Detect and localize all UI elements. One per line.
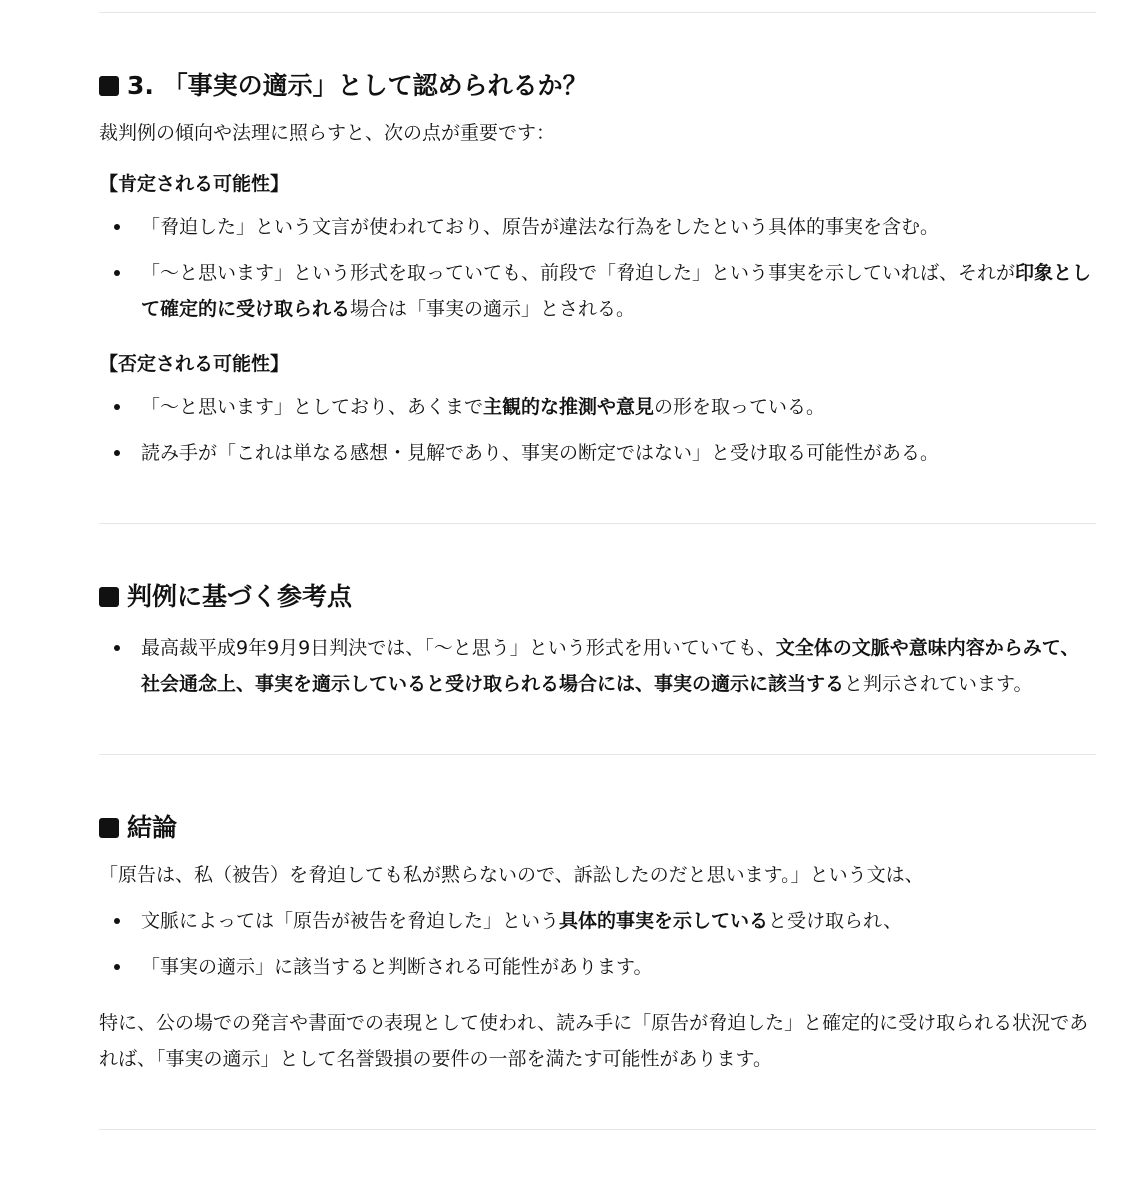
section-conclusion — [99, 811, 1096, 1077]
section-precedent — [99, 580, 1096, 702]
list-item-text: と受け取られ、 — [768, 910, 903, 932]
section-heading — [99, 69, 1096, 103]
negative-list — [99, 389, 1096, 471]
article — [99, 0, 1096, 1130]
square-bullet-icon — [99, 818, 119, 838]
list-item-text: 「事実の適示」に該当すると判断される可能性があります。 — [141, 956, 653, 978]
square-bullet-icon — [99, 587, 119, 607]
emphasis-text: 印象として確定的に受け取られる — [141, 262, 1092, 320]
list-item — [99, 389, 1096, 425]
list-item-text: 「〜と思います」という形式を取っていても、前段で「脅迫した」という事実を示していれば、それが — [141, 262, 1016, 284]
list-item — [99, 435, 1096, 471]
positive-list — [99, 209, 1096, 327]
list-item-text: 最高裁平成9年9月9日判決では、「〜と思う」という形式を用いていても、 — [141, 637, 776, 659]
section-heading-text: 判例に基づく参考点 — [127, 582, 353, 611]
section-fact-assertion — [99, 69, 1096, 471]
section-intro: 裁判例の傾向や法理に照らすと、次の点が重要です： — [99, 122, 556, 144]
emphasis-text: 主観的な推測や意見 — [483, 396, 655, 418]
list-item-text: と判示されています。 — [844, 673, 1033, 695]
divider — [99, 754, 1096, 755]
list-item — [99, 949, 1096, 985]
negative-label: 【否定される可能性】 — [99, 353, 290, 375]
emphasis-text: 文全体の文脈や意味内容からみて、社会通念上、事実を適示していると受け取られる場合には、事実の適示に該当する — [141, 637, 1080, 695]
conclusion-lead: 「原告は、私（被告）を脅迫しても私が黙らないので、訴訟したのだと思います。」という文は、 — [99, 864, 924, 886]
list-item — [99, 209, 1096, 245]
list-item-text: 「脅迫した」という文言が使われており、原告が違法な行為をしたという具体的事実を含む。 — [141, 216, 940, 238]
list-item — [99, 903, 1096, 939]
conclusion-closing: 特に、公の場での発言や書面での表現として使われ、読み手に「原告が脅迫した」と確定的に受け取られる状況であれば、「事実の適示」として名誉毀損の要件の一部を満たす可能性があります。 — [99, 1012, 1089, 1070]
list-item-text: 文脈によっては「原告が被告を脅迫した」という — [141, 910, 560, 932]
divider — [99, 1129, 1096, 1130]
list-item-text: の形を取っている。 — [654, 396, 826, 418]
list-item-text: 「〜と思います」としており、あくまで — [141, 396, 484, 418]
list-item — [99, 255, 1096, 327]
divider — [99, 12, 1096, 13]
list-item-text: 読み手が「これは単なる感想・見解であり、事実の断定ではない」と受け取る可能性がある。 — [141, 442, 940, 464]
emphasis-text: 具体的事実を示している — [559, 910, 769, 932]
list-item-text: 場合は「事実の適示」とされる。 — [350, 298, 636, 320]
list-item — [99, 630, 1096, 702]
section-heading-text: 結論 — [127, 813, 178, 842]
precedent-list — [99, 630, 1096, 702]
divider — [99, 523, 1096, 524]
section-heading-text: 3. 「事実の適示」として認められるか？ — [127, 71, 588, 100]
positive-label: 【肯定される可能性】 — [99, 173, 290, 195]
square-bullet-icon — [99, 76, 119, 96]
conclusion-list — [99, 903, 1096, 985]
section-heading — [99, 580, 1096, 614]
section-heading — [99, 811, 1096, 845]
